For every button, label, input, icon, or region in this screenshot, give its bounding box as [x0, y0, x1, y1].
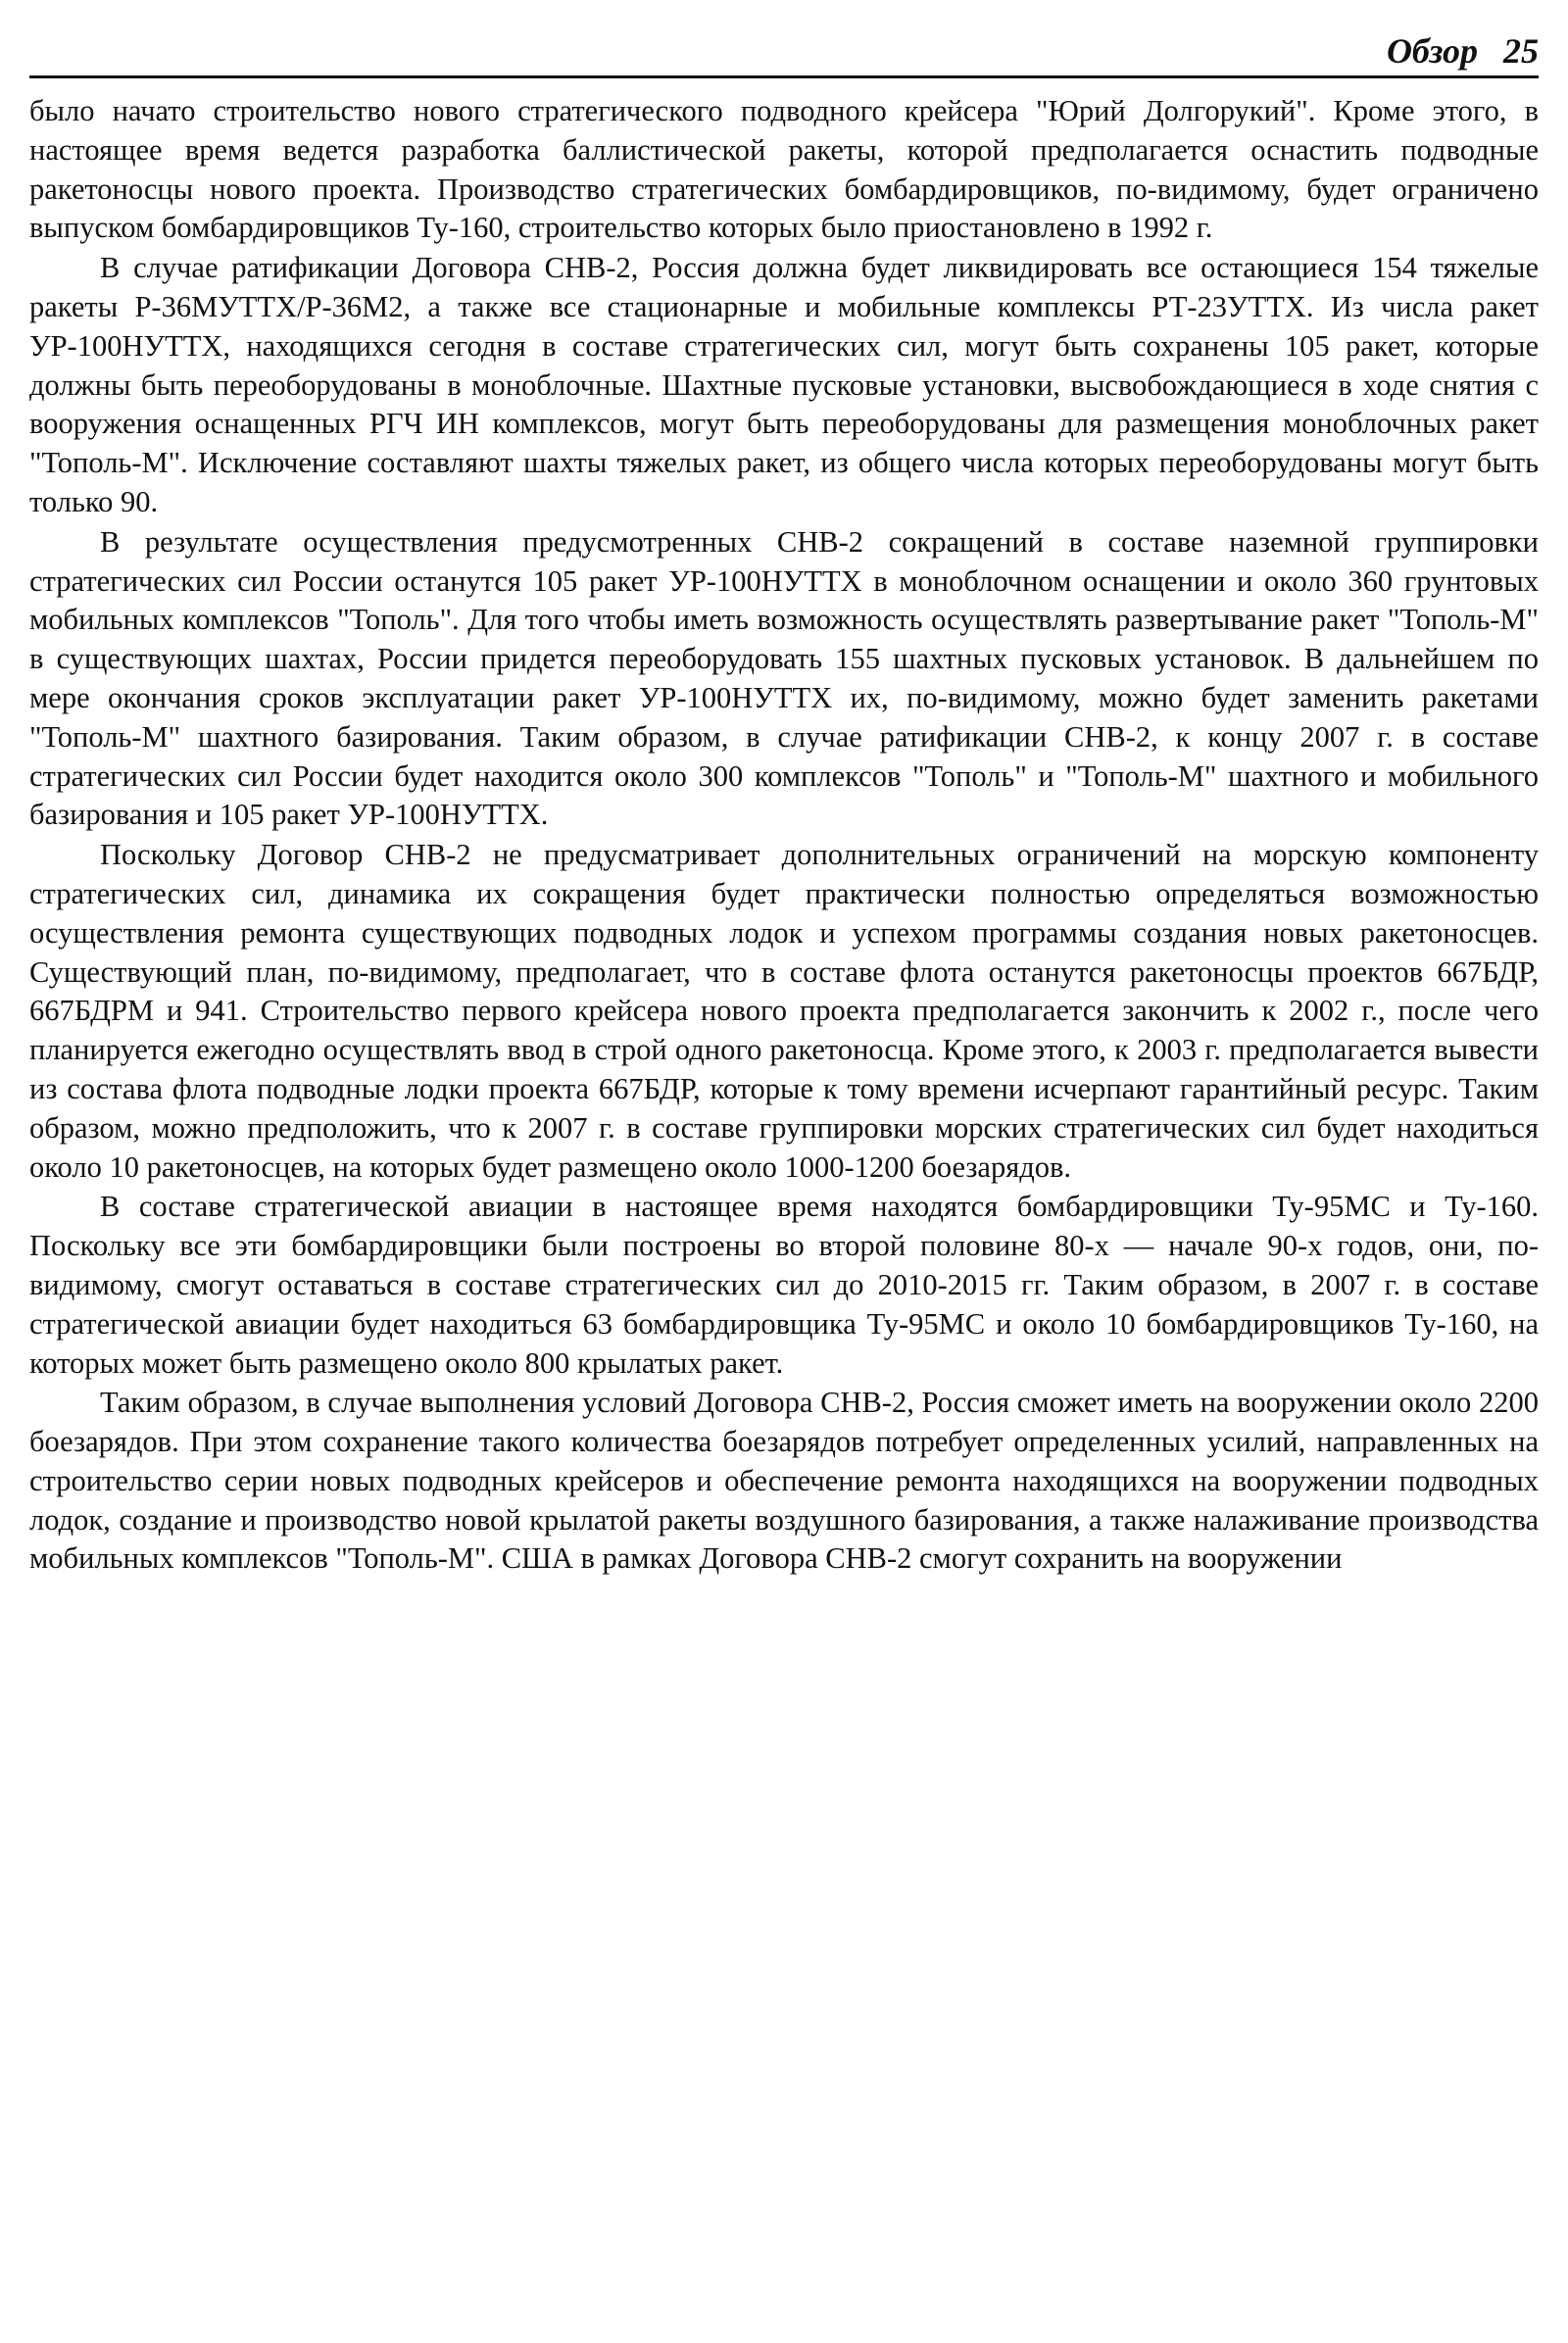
- paragraph: Поскольку Договор СНВ-2 не предусматривает дополнительных ограничений на морскую компоненту стратегических сил, динамика их сокращения будет практически полностью определяться возможностью осуществления ремонта существующих подводных лодок и успехом программы создания новых ракетоносцев. Существующий план, по-видимому, предполагает, что в составе флота останутся ракетоносцы проектов 667БДР, 667БДРМ и 941. Строительство первого крейсера нового проекта предполагается закончить к 2002 г., после чего планируется ежегодно осуществлять ввод в строй одного ракетоносца. Кроме этого, к 2003 г. предполагается вывести из состава флота подводные лодки проекта 667БДР, которые к тому времени исчерпают гарантийный ресурс. Таким образом, можно предположить, что к 2007 г. в составе группировки морских стратегических сил будет находиться около 10 ракетоносцев, на которых будет размещено около 1000-1200 боезарядов.: [29, 838, 1539, 1184]
- page-number: 25: [1503, 31, 1539, 71]
- paragraph: В составе стратегической авиации в настоящее время находятся бомбардировщики Ту-95МС и Ту-160. Поскольку все эти бомбардировщики были построены во второй половине 80-х — начале 90-х годов, они, по-видимому, смогут оставаться в составе стратегических сил до 2010-2015 гг. Таким образом, в 2007 г. в составе стратегической авиации будет находиться 63 бомбардировщика Ту-95МС и около 10 бомбардировщиков Ту-160, на которых может быть размещено около 800 крылатых ракет.: [29, 1190, 1539, 1380]
- paragraph: Таким образом, в случае выполнения условий Договора СНВ-2, Россия сможет иметь на вооружении около 2200 боезарядов. При этом сохранение такого количества боезарядов потребует определенных усилий, направленных на строительство серии новых подводных крейсеров и обеспечение ремонта находящихся на вооружении подводных лодок, создание и производство новой крылатой ракеты воздушного базирования, а также налаживание производства мобильных комплексов "Тополь-М". США в рамках Договора СНВ-2 смогут сохранить на вооружении: [29, 1386, 1539, 1576]
- document-page: [29, 0, 1539, 1579]
- paragraph: В результате осуществления предусмотренных СНВ-2 сокращений в составе наземной группировки стратегических сил России останутся 105 ракет УР-100НУТТХ в моноблочном оснащении и около 360 грунтовых мобильных комплексов "Тополь". Для того чтобы иметь возможность осуществлять развертывание ракет "Тополь-М" в существующих шахтах, России придется переоборудовать 155 шахтных пусковых установок. В дальнейшем по мере окончания сроков эксплуатации ракет УР-100НУТТХ их, по-видимому, можно будет заменить ракетами "Тополь-М" шахтного базирования. Таким образом, в случае ратификации СНВ-2, к концу 2007 г. в составе стратегических сил России будет находится около 300 комплексов "Тополь" и "Тополь-М" шахтного и мобильного базирования и 105 ракет УР-100НУТТХ.: [29, 524, 1539, 832]
- running-header: [29, 0, 1539, 78]
- body-text: [29, 92, 1539, 1579]
- section-title: Обзор: [1386, 31, 1478, 71]
- paragraph: было начато строительство нового стратегического подводного крейсера "Юрий Долгорукий". Кроме этого, в настоящее время ведется разработка баллистической ракеты, которой предполагается оснастить подводные ракетоносцы нового проекта. Производство стратегических бомбардировщиков, по-видимому, будет ограничено выпуском бомбардировщиков Ту-160, строительство которых было приостановлено в 1992 г.: [29, 94, 1539, 245]
- paragraph: В случае ратификации Договора СНВ-2, Россия должна будет ликвидировать все остающиеся 154 тяжелые ракеты Р-36МУТТХ/Р-36М2, а также все стационарные и мобильные комплексы РТ-23УТТХ. Из числа ракет УР-100НУТТХ, находящихся сегодня в составе стратегических сил, могут быть сохранены 105 ракет, которые должны быть переоборудованы в моноблочные. Шахтные пусковые установки, высвобождающиеся в ходе снятия с вооружения оснащенных РГЧ ИН комплексов, могут быть переоборудованы для размещения моноблочных ракет "Тополь-М". Исключение составляют шахты тяжелых ракет, из общего числа которых переоборудованы могут быть только 90.: [29, 251, 1539, 518]
